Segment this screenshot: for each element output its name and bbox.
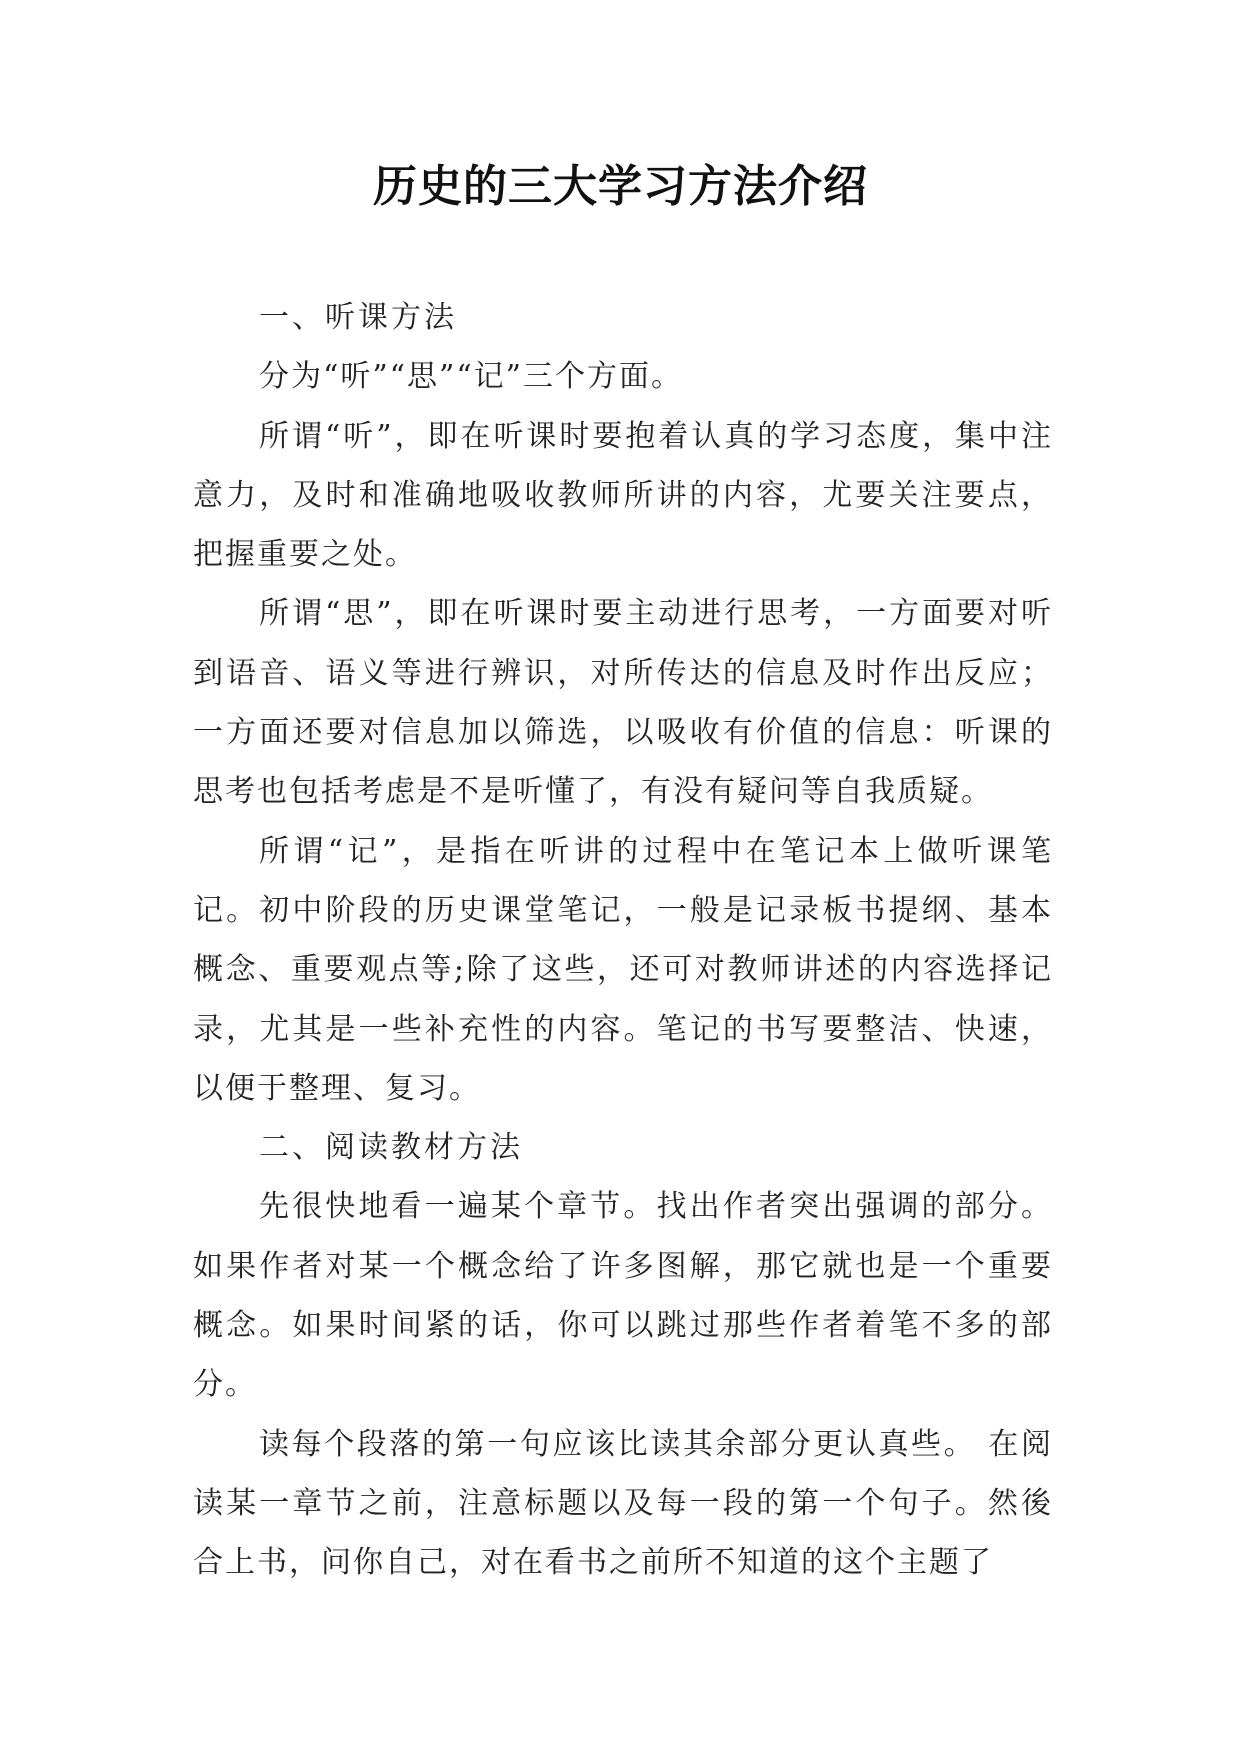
paragraph-think: 所谓“思”，即在听课时要主动进行思考，一方面要对听到语音、语义等进行辨识，对所传达的信息及时作出反应；一方面还要对信息加以筛选，以吸收有价值的信息：听课的思考也包括考虑是不是听懂了，有没有疑问等自我质疑。 — [193, 596, 1053, 810]
paragraph-listen: 所谓“听”，即在听课时要抱着认真的学习态度，集中注意力，及时和准确地吸收教师所讲的内容，尤要关注要点，把握重要之处。 — [193, 418, 1053, 573]
section-heading-listening: 一、听课方法 — [259, 300, 457, 335]
section-heading-reading: 二、阅读教材方法 — [259, 1130, 523, 1166]
paragraph-first-sentence: 读每个段落的第一句应该比读其余部分更认真些。 在阅读某一章节之前，注意标题以及每一段的第一个句子。然後合上书，问你自己，对在看书之前所不知道的这个主题了 — [193, 1426, 1053, 1581]
paragraph-record: 所谓“记”，是指在听讲的过程中在笔记本上做听课笔记。初中阶段的历史课堂笔记，一般是记录板书提纲、基本概念、重要观点等;除了这些，还可对教师讲述的内容选择记录，尤其是一些补充性的内容。笔记的书写要整洁、快速，以便于整理、复习。 — [193, 833, 1053, 1106]
paragraph-listening-intro: 分为“听”“思”“记”三个方面。 — [259, 359, 684, 395]
document-body — [193, 288, 1053, 1593]
paragraph-skim-chapter: 先很快地看一遍某个章节。找出作者突出强调的部分。如果作者对某一个概念给了许多图解，那它就也是一个重要概念。如果时间紧的话，你可以跳过那些作者着笔不多的部分。 — [193, 1189, 1053, 1403]
document-title: 历史的三大学习方法介绍 — [373, 161, 868, 212]
